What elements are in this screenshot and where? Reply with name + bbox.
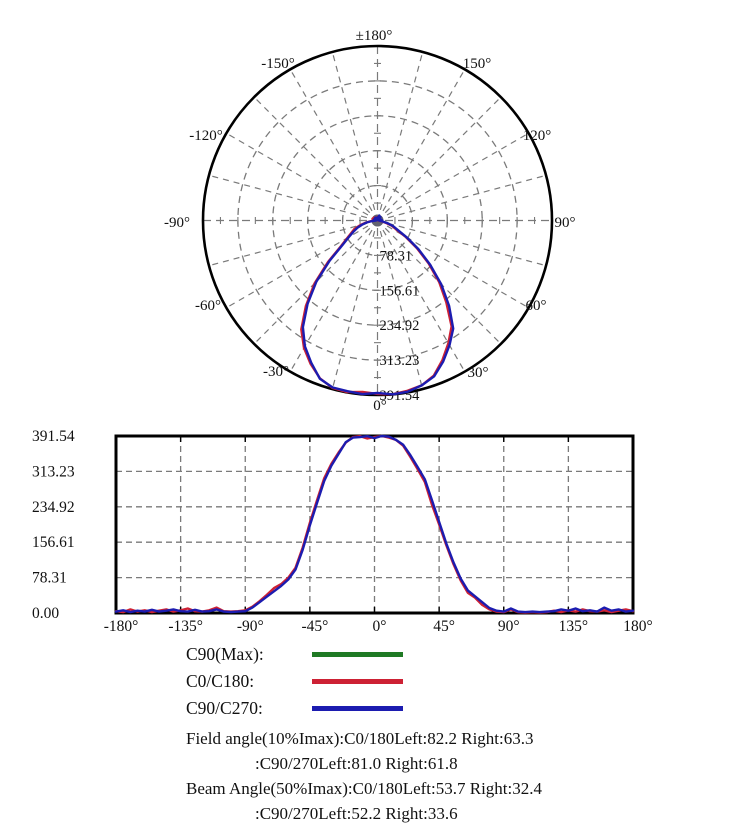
polar-angle-label: -90° — [164, 215, 190, 231]
y-tick-label: 234.92 — [32, 498, 75, 516]
polar-angle-label: -60° — [195, 298, 221, 314]
polar-ring-label: 78.31 — [379, 248, 413, 265]
polar-angle-label: -150° — [261, 56, 295, 72]
polar-angle-label: -30° — [263, 364, 289, 380]
polar-angle-label: 120° — [522, 128, 552, 144]
y-tick-label: 0.00 — [32, 605, 60, 622]
y-tick-label: 156.61 — [32, 534, 75, 552]
polar-angle-label: 150° — [462, 56, 492, 72]
polar-angle-label: 0° — [373, 398, 387, 414]
x-tick-label: 135° — [558, 618, 589, 635]
x-tick-label: -45° — [301, 618, 329, 635]
legend-label-c90c270: C90/C270: — [186, 698, 263, 718]
polar-angle-label: -120° — [189, 128, 223, 144]
polar-ring-label: 313.23 — [379, 353, 420, 370]
polar-angle-label: ±180° — [355, 28, 393, 44]
field-angle-line: Field angle(10%Imax):C0/180Left:82.2 Right:63.3 — [186, 729, 534, 748]
beam-angle-line: Beam Angle(50%Imax):C0/180Left:53.7 Right:32.4 — [186, 779, 543, 798]
cartesian-grid — [116, 436, 633, 613]
legend-swatch-c90c270 — [312, 706, 403, 711]
legend-row-c90max — [186, 641, 403, 668]
cartesian-curve-c90-c270 — [116, 436, 633, 612]
legend-label-c0c180: C0/C180: — [186, 671, 255, 691]
x-tick-label: -180° — [103, 618, 139, 635]
y-tick-label: 313.23 — [32, 463, 75, 481]
polar-angle-label: 30° — [467, 365, 489, 381]
polar-ring-label: 234.92 — [379, 318, 420, 335]
x-tick-label: 45° — [433, 618, 455, 635]
cartesian-x-labels — [104, 618, 653, 635]
legend-row-c90c270 — [186, 695, 403, 722]
legend-swatch-c0c180 — [312, 679, 403, 684]
field-angle-line-2: :C90/270Left:81.0 Right:61.8 — [255, 754, 458, 773]
polar-chart — [164, 28, 576, 414]
legend — [186, 641, 403, 722]
y-tick-label: 78.31 — [32, 569, 67, 587]
polar-ring-labels — [380, 248, 421, 404]
legend-label-c90max: C90(Max): — [186, 644, 264, 664]
x-tick-label: -135° — [168, 618, 203, 635]
cartesian-chart — [32, 428, 653, 635]
y-tick-label: 391.54 — [32, 428, 75, 445]
x-tick-label: -90° — [236, 618, 264, 635]
x-tick-label: 90° — [497, 618, 520, 635]
polar-curve-c0-c180 — [301, 217, 451, 394]
polar-ring-label: 156.61 — [379, 283, 420, 300]
legend-row-c0c180 — [186, 668, 403, 695]
legend-swatch-c90max — [312, 652, 403, 657]
polar-ring-label: 391.54 — [379, 388, 420, 404]
polar-angle-label: 60° — [525, 298, 547, 314]
cartesian-y-labels — [32, 428, 75, 622]
beam-angle-line-2: :C90/270Left:52.2 Right:33.6 — [255, 804, 458, 823]
x-tick-label: 0° — [372, 618, 387, 635]
x-tick-label: 180° — [623, 618, 653, 635]
polar-angle-label: 90° — [554, 215, 576, 231]
